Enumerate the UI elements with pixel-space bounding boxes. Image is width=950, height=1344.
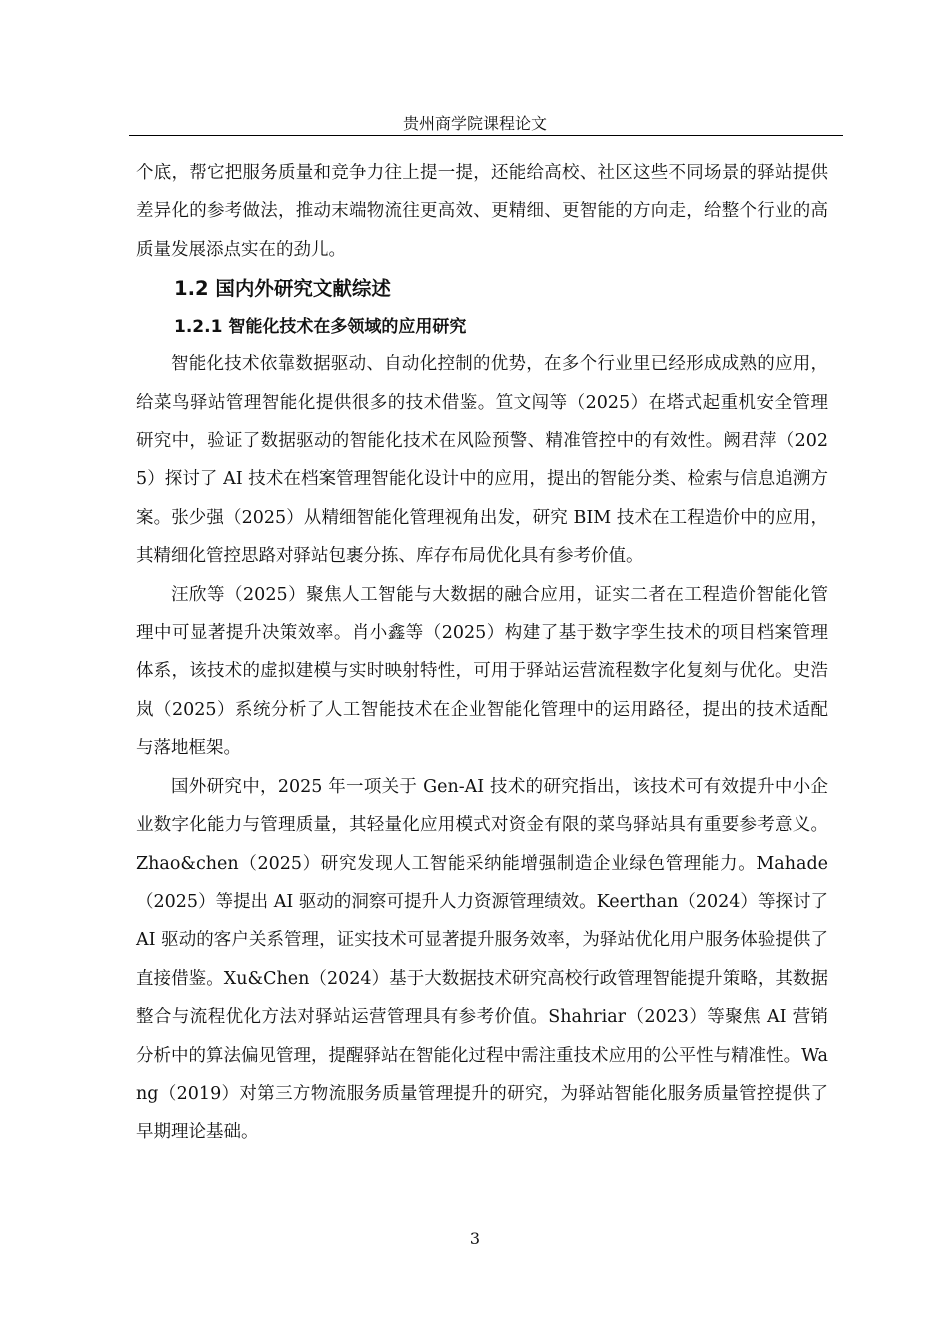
body-text — [136, 154, 828, 1152]
subsection-heading: 1.2.1 智能化技术在多领域的应用研究 — [174, 317, 467, 338]
section-heading: 1.2 国内外研究文献综述 — [174, 277, 391, 301]
paragraph-intro: 个底，帮它把服务质量和竞争力往上提一提，还能给高校、社区这些不同场景的驿站提供差异化的参考做法，推动末端物流往更高效、更精细、更智能的方向走，给整个行业的高质量发展添点实在的劲儿。 — [136, 163, 828, 260]
header-divider — [129, 135, 843, 136]
paragraph-3: 国外研究中，2025 年一项关于 Gen-AI 技术的研究指出，该技术可有效提升中小企业数字化能力与管理质量，其轻量化应用模式对资金有限的菜鸟驿站具有重要参考意义。Zhao&chen（2025）研究发现人工智能采纳能增强制造企业绿色管理能力。Mahade（2025）等提出 AI 驱动的洞察可提升人力资源管理绩效。Keerthan（2024）等探讨了 AI 驱动的客户关系管理，证实技术可显著提升服务效率，为驿站优化用户服务体验提供了直接借鉴。Xu&Chen（2024）基于大数据技术研究高校行政管理智能提升策略，其数据整合与流程优化方法对驿站运营管理具有参考价值。Shahriar（2023）等聚焦 AI 营销分析中的算法偏见管理，提醒驿站在智能化过程中需注重技术应用的公平性与精准性。Wang（2019）对第三方物流服务质量管理提升的研究，为驿站智能化服务质量管控提供了早期理论基础。 — [136, 776, 828, 1143]
paragraph-1: 智能化技术依靠数据驱动、自动化控制的优势，在多个行业里已经形成成熟的应用，给菜鸟驿站管理智能化提供很多的技术借鉴。笪文闯等（2025）在塔式起重机安全管理研究中，验证了数据驱动的智能化技术在风险预警、精准管控中的有效性。阙君萍（2025）探讨了 AI 技术在档案管理智能化设计中的应用，提出的智能分类、检索与信息追溯方案。张少强（2025）从精细智能化管理视角出发，研究 BIM 技术在工程造价中的应用，其精细化管控思路对驿站包裹分拣、库存布局优化具有参考价值。 — [136, 354, 828, 567]
paragraph-2: 汪欣等（2025）聚焦人工智能与大数据的融合应用，证实二者在工程造价智能化管理中可显著提升决策效率。肖小鑫等（2025）构建了基于数字孪生技术的项目档案管理体系，该技术的虚拟建模与实时映射特性，可用于驿站运营流程数字化复刻与优化。史浩岚（2025）系统分析了人工智能技术在企业智能化管理中的运用路径，提出的技术适配与落地框架。 — [136, 584, 828, 759]
running-header: 贵州商学院课程论文 — [402, 114, 547, 133]
page-number: 3 — [469, 1229, 481, 1248]
